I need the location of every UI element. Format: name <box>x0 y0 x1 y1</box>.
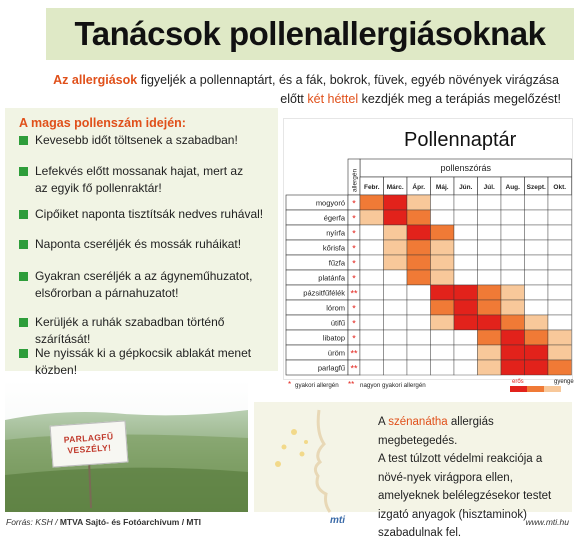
intro-text <box>20 71 565 109</box>
pollen-cell <box>525 285 549 300</box>
plant-name: fűzfa <box>328 258 345 268</box>
pollen-cell <box>407 330 431 345</box>
pollen-cell <box>454 195 478 210</box>
pollen-cell <box>407 300 431 315</box>
pollen-cell <box>548 300 572 315</box>
allergen-star-mark: * <box>352 258 356 269</box>
pollen-cell <box>501 315 525 330</box>
plant-name: nyírfa <box>326 228 345 238</box>
tip-item <box>19 314 277 348</box>
calendar-grid <box>284 119 574 389</box>
pollen-cell <box>384 315 408 330</box>
pollen-calendar <box>283 118 574 389</box>
pollen-cell <box>478 240 502 255</box>
pollen-cell <box>384 210 408 225</box>
pollen-cell <box>525 270 549 285</box>
sign-line-2: VESZÉLY! <box>67 442 112 456</box>
pollen-cell <box>548 285 572 300</box>
calendar-title: Pollennaptár <box>404 129 517 151</box>
hayfever-highlight: szénanátha <box>388 416 448 428</box>
pollen-cell <box>548 240 572 255</box>
pollen-cell <box>431 195 455 210</box>
pollen-cell <box>407 270 431 285</box>
pollen-cell <box>525 330 549 345</box>
pollen-cell <box>454 225 478 240</box>
pollen-cell <box>407 240 431 255</box>
pollen-cell <box>548 345 572 360</box>
tip-item <box>19 163 259 197</box>
pollen-cell <box>360 270 384 285</box>
bullet-square-icon <box>19 136 28 145</box>
pollen-cell <box>407 225 431 240</box>
pollen-cell <box>478 285 502 300</box>
pollen-cell <box>360 345 384 360</box>
tip-item <box>19 236 277 253</box>
legend-star-mark: * <box>288 380 292 389</box>
pollen-cell <box>360 210 384 225</box>
pollen-cell <box>431 360 455 375</box>
legend-intensity-swatch <box>510 386 527 392</box>
header-pollenszoras: pollenszórás <box>440 163 492 173</box>
pollen-cell <box>431 300 455 315</box>
pollen-cell <box>501 270 525 285</box>
bullet-square-icon <box>19 210 28 219</box>
pollen-cell <box>407 360 431 375</box>
intro-line-2-post: kezdjék meg a terápiás megelőzést! <box>358 92 561 106</box>
pollen-cell <box>454 285 478 300</box>
pollen-cell <box>525 240 549 255</box>
pollen-cell <box>384 300 408 315</box>
month-label: Okt. <box>553 184 567 191</box>
pollen-cell <box>454 315 478 330</box>
pollen-cell <box>454 345 478 360</box>
intro-lead: Az allergiások <box>53 73 138 87</box>
plant-name: pázsitfűfélék <box>303 288 345 298</box>
pollen-cell <box>501 255 525 270</box>
pollen-cell <box>454 330 478 345</box>
pollen-cell <box>431 315 455 330</box>
pollen-cell <box>384 225 408 240</box>
pollen-cell <box>501 345 525 360</box>
pollen-cell <box>384 345 408 360</box>
allergen-star-mark: * <box>352 213 356 224</box>
pollen-cell <box>548 255 572 270</box>
sign-line-1: PARLAGFŰ <box>63 431 114 445</box>
pollen-cell <box>525 225 549 240</box>
bullet-square-icon <box>19 349 28 358</box>
pollen-cell <box>454 255 478 270</box>
plant-name: libatop <box>322 333 345 343</box>
source-prefix: Forrás: KSH / <box>6 517 60 527</box>
pollen-cell <box>454 360 478 375</box>
pollen-cell <box>478 345 502 360</box>
plant-name: platánfa <box>318 273 345 283</box>
pollen-cell <box>525 255 549 270</box>
plant-name: parlagfű <box>317 363 345 373</box>
tip-item <box>19 268 277 302</box>
pollen-cell <box>478 300 502 315</box>
bullet-square-icon <box>19 167 28 176</box>
pollen-cell <box>525 195 549 210</box>
pollen-cell <box>478 270 502 285</box>
pollen-cell <box>431 330 455 345</box>
tip-item <box>19 206 277 223</box>
pollen-cell <box>407 285 431 300</box>
pollen-cell <box>384 270 408 285</box>
pollen-cell <box>525 300 549 315</box>
month-label: Ápr. <box>412 184 426 191</box>
pollen-cell <box>454 240 478 255</box>
pollen-cell <box>384 195 408 210</box>
month-label: Júl. <box>483 184 495 191</box>
month-label: Febr. <box>363 184 380 191</box>
mti-logo: mti <box>330 515 345 526</box>
pollen-cell <box>501 285 525 300</box>
pollen-cell <box>360 330 384 345</box>
pollen-cell <box>431 225 455 240</box>
allergen-star-mark: * <box>352 198 356 209</box>
pollen-cell <box>548 360 572 375</box>
pollen-cell <box>384 255 408 270</box>
month-label: Aug. <box>505 184 520 191</box>
face-profile-illustration <box>254 402 374 512</box>
pollen-cell <box>407 315 431 330</box>
pollen-cell <box>501 360 525 375</box>
legend-intensity-swatch <box>544 386 561 392</box>
bullet-square-icon <box>19 318 28 327</box>
pollen-cell <box>407 345 431 360</box>
allergen-star-mark: * <box>352 228 356 239</box>
intro-line-1 <box>20 71 565 90</box>
tip-text: Kevesebb időt töltsenek a szabadban! <box>35 133 238 147</box>
allergen-star-mark: * <box>352 273 356 284</box>
pollen-cell <box>360 315 384 330</box>
pollen-cell <box>360 255 384 270</box>
pollen-cell <box>478 330 502 345</box>
pollen-cell <box>501 300 525 315</box>
tip-text: Kerüljék a ruhák szabadban történő szárítását! <box>35 315 225 346</box>
legend-strong-label: erős <box>512 379 524 385</box>
plant-name: kőrisfa <box>322 243 345 253</box>
allergen-star-mark: * <box>352 318 356 329</box>
title-banner <box>46 8 574 60</box>
allergen-star-mark: ** <box>350 288 358 299</box>
allergen-star-mark: * <box>352 303 356 314</box>
month-label: Szept. <box>526 184 546 191</box>
pollen-cell <box>501 240 525 255</box>
pollen-cell <box>525 345 549 360</box>
pollen-cell <box>431 255 455 270</box>
pollen-cell <box>360 225 384 240</box>
tip-text: Ne nyissák ki a gépkocsik ablakát menet közben! <box>35 346 252 377</box>
source-agency: MTVA Sajtó- és Fotóarchívum / MTI <box>59 517 202 527</box>
pollen-cell <box>384 285 408 300</box>
tip-text: Lefekvés előtt mossanak hajat, mert az az egyik fő pollenraktár! <box>35 164 244 195</box>
pollen-cell <box>431 345 455 360</box>
hayfever-text-1: allergiás megbetegedés. <box>378 416 494 447</box>
pollen-cell <box>478 210 502 225</box>
tip-text: Cipőiket naponta tisztítsák nedves ruhával! <box>35 207 264 221</box>
pollen-cell <box>525 360 549 375</box>
pollen-cell <box>360 285 384 300</box>
tips-heading: A magas pollenszám idején: <box>19 116 186 130</box>
pollen-cell <box>454 270 478 285</box>
month-label: Máj. <box>435 184 449 191</box>
intro-line-1-rest: figyeljék a pollennaptárt, és a fák, bokrok, füvek, egyéb növények virágzása <box>137 73 559 87</box>
month-label: Márc. <box>386 184 404 191</box>
month-label: Jún. <box>459 184 473 191</box>
page-title: Tanácsok pollenallergiásoknak <box>74 15 546 52</box>
plant-name: lórom <box>326 303 345 313</box>
ragweed-warning-sign <box>50 420 129 467</box>
tip-item <box>19 132 277 149</box>
allergen-star-mark: ** <box>350 363 358 374</box>
bullet-square-icon <box>19 272 28 281</box>
pollen-cell <box>360 360 384 375</box>
pollen-cell <box>501 195 525 210</box>
intro-line-2 <box>20 90 565 109</box>
hayfever-pre: A <box>378 416 389 428</box>
pollen-cell <box>548 330 572 345</box>
tip-item <box>19 345 277 379</box>
pollen-cell <box>548 195 572 210</box>
website-url: www.mti.hu <box>525 517 569 527</box>
intro-highlight: két héttel <box>307 92 359 106</box>
pollen-cell <box>548 210 572 225</box>
pollen-cell <box>525 315 549 330</box>
pollen-cell <box>548 315 572 330</box>
pollen-cell <box>384 330 408 345</box>
hayfever-text-2: A test túlzott védelmi reakciója a növé-nyek virágpora ellen, amelyeknek belélegzésekor testet izgató anyagok (hisztaminok) szabadulnak fel. <box>378 453 552 539</box>
source-credit <box>6 517 201 527</box>
legend-double-star-mark: ** <box>348 380 355 389</box>
pollen-cell <box>501 330 525 345</box>
pollen-cell <box>407 255 431 270</box>
pollen-cell <box>478 255 502 270</box>
pollen-cell <box>360 240 384 255</box>
bullet-square-icon <box>19 240 28 249</box>
tip-text: Naponta cseréljék és mossák ruháikat! <box>35 237 242 251</box>
pollen-cell <box>478 225 502 240</box>
pollen-cell <box>478 360 502 375</box>
allergen-column-label: allergén <box>351 168 359 192</box>
pollen-cell <box>407 195 431 210</box>
plant-name: égerfa <box>323 213 345 223</box>
pollen-cell <box>384 240 408 255</box>
pollen-cell <box>360 300 384 315</box>
pollen-cell <box>431 240 455 255</box>
plant-name: mogyoró <box>315 198 345 208</box>
pollen-cell <box>407 210 431 225</box>
pollen-cell <box>431 270 455 285</box>
pollen-cell <box>548 270 572 285</box>
legend-intensity-swatch <box>527 386 544 392</box>
pollen-cell <box>478 195 502 210</box>
legend-star-label: gyakori allergén <box>295 382 339 389</box>
pollen-cell <box>548 225 572 240</box>
allergen-star-mark: * <box>352 243 356 254</box>
pollen-cell <box>454 210 478 225</box>
plant-name: útifű <box>330 318 345 328</box>
pollen-cell <box>360 195 384 210</box>
pollen-cell <box>501 225 525 240</box>
ragweed-field-photo <box>5 380 248 512</box>
pollen-cell <box>525 210 549 225</box>
pollen-cell <box>384 360 408 375</box>
pollen-cell <box>478 315 502 330</box>
legend-weak-label: gyenge <box>554 379 574 385</box>
pollen-cell <box>431 210 455 225</box>
plant-name: üröm <box>327 348 345 358</box>
allergen-star-mark: * <box>352 333 356 344</box>
allergen-star-mark: ** <box>350 348 358 359</box>
legend-double-star-label: nagyon gyakori allergén <box>360 382 426 389</box>
intro-line-2-pre: előtt <box>280 92 308 106</box>
pollen-cell <box>431 285 455 300</box>
tip-text: Gyakran cseréljék a az ágyneműhuzatot, elsőrorban a párnahuzatot! <box>35 269 253 300</box>
pollen-cell <box>501 210 525 225</box>
pollen-cell <box>454 300 478 315</box>
tips-box <box>5 108 278 377</box>
